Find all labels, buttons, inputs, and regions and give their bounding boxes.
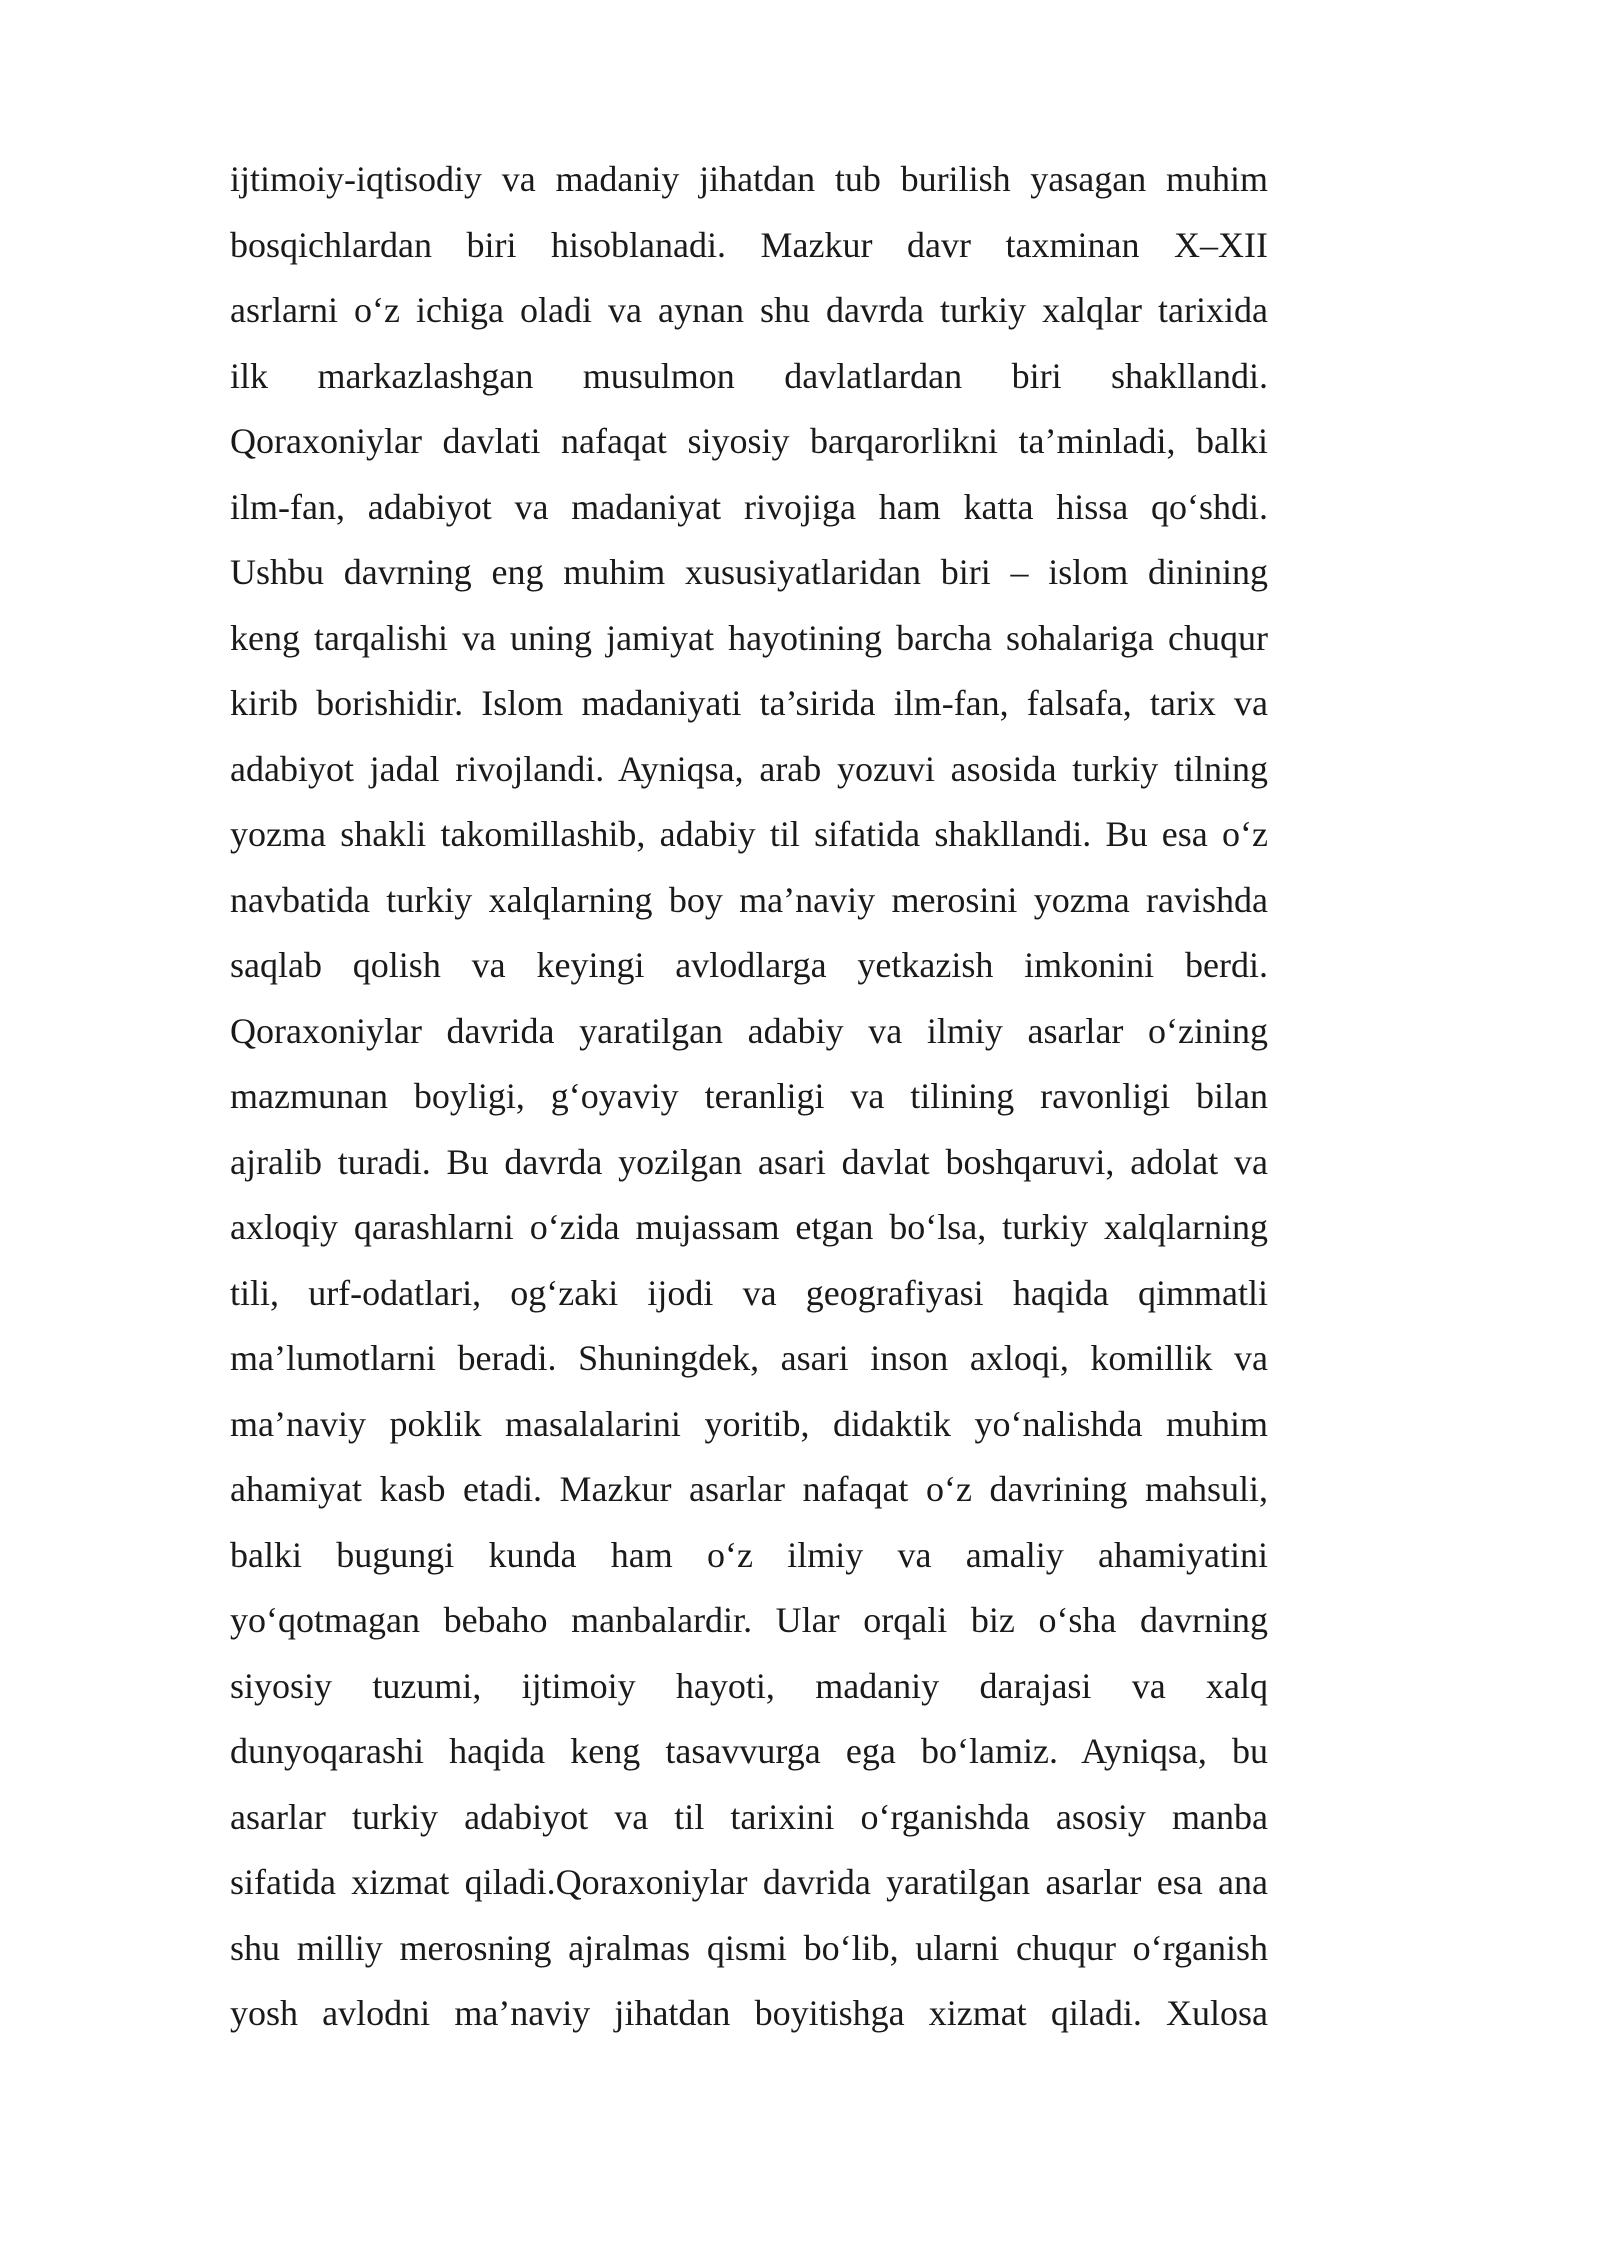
text-line: ma’lumotlarni beradi. Shuningdek, asari inson axloqi, komillik va xyxy=(230,1338,1268,1378)
text-line: yozma shakli takomillashib, adabiy til sifatida shakllandi. Bu esa o‘z xyxy=(230,814,1268,854)
text-line: sifatida xizmat qiladi.Qoraxoniylar davrida yaratilgan asarlar esa ana xyxy=(230,1862,1268,1902)
text-line: ahamiyat kasb etadi. Mazkur asarlar nafaqat o‘z davrining mahsuli, xyxy=(230,1469,1268,1509)
text-line: siyosiy tuzumi, ijtimoiy hayoti, madaniy darajasi va xalq xyxy=(230,1665,1268,1706)
text-line: Qoraxoniylar davlati nafaqat siyosiy barqarorlikni ta’minladi, balki xyxy=(230,421,1268,461)
text-line: bosqichlardan biri hisoblanadi. Mazkur davr taxminan X–XII xyxy=(230,224,1268,265)
text-line: keng tarqalishi va uning jamiyat hayotining barcha sohalariga chuqur xyxy=(230,617,1268,658)
text-line: adabiyot jadal rivojlandi. Ayniqsa, arab yozuvi asosida turkiy tilning xyxy=(230,748,1268,789)
text-line: navbatida turkiy xalqlarning boy ma’naviy merosini yozma ravishda xyxy=(230,879,1268,920)
text-line: ijtimoiy-iqtisodiy va madaniy jihatdan tub burilish yasagan muhim xyxy=(230,159,1268,199)
text-line: mazmunan boyligi, g‘oyaviy teranligi va tilining ravonligi bilan xyxy=(230,1076,1268,1116)
text-line: asrlarni o‘z ichiga oladi va aynan shu davrda turkiy xalqlar tarixida xyxy=(230,290,1268,330)
text-line: tili, urf-odatlari, og‘zaki ijodi va geografiyasi haqida qimmatli xyxy=(230,1272,1268,1313)
text-line: yosh avlodni ma’naviy jihatdan boyitishga xizmat qiladi. Xulosa xyxy=(230,1993,1268,2033)
text-line: yo‘qotmagan bebaho manbalardir. Ular orqali biz o‘sha davrning xyxy=(230,1600,1268,1640)
text-line: axloqiy qarashlarni o‘zida mujassam etgan bo‘lsa, turkiy xalqlarning xyxy=(230,1207,1268,1247)
text-line: Ushbu davrning eng muhim xususiyatlaridan biri – islom dinining xyxy=(230,552,1268,592)
text-line: balki bugungi kunda ham o‘z ilmiy va amaliy ahamiyatini xyxy=(230,1534,1268,1575)
text-line: ma’naviy poklik masalalarini yoritib, didaktik yo‘nalishda muhim xyxy=(230,1403,1268,1444)
text-line: saqlab qolish va keyingi avlodlarga yetkazish imkonini berdi. xyxy=(230,945,1268,985)
text-line: shu milliy merosning ajralmas qismi bo‘lib, ularni chuqur o‘rganish xyxy=(230,1927,1268,1968)
text-line: kirib borishidir. Islom madaniyati ta’sirida ilm-fan, falsafa, tarix va xyxy=(230,683,1268,723)
text-line: Qoraxoniylar davrida yaratilgan adabiy va ilmiy asarlar o‘zining xyxy=(230,1010,1268,1051)
text-line: ilk markazlashgan musulmon davlatlardan biri shakllandi. xyxy=(230,355,1268,396)
text-line: asarlar turkiy adabiyot va til tarixini o‘rganishda asosiy manba xyxy=(230,1796,1268,1837)
text-line: dunyoqarashi haqida keng tasavvurga ega bo‘lamiz. Ayniqsa, bu xyxy=(230,1731,1268,1771)
text-line: ilm-fan, adabiyot va madaniyat rivojiga ham katta hissa qo‘shdi. xyxy=(230,486,1268,527)
body-paragraph xyxy=(230,147,1268,2047)
text-line: ajralib turadi. Bu davrda yozilgan asari davlat boshqaruvi, adolat va xyxy=(230,1141,1268,1182)
